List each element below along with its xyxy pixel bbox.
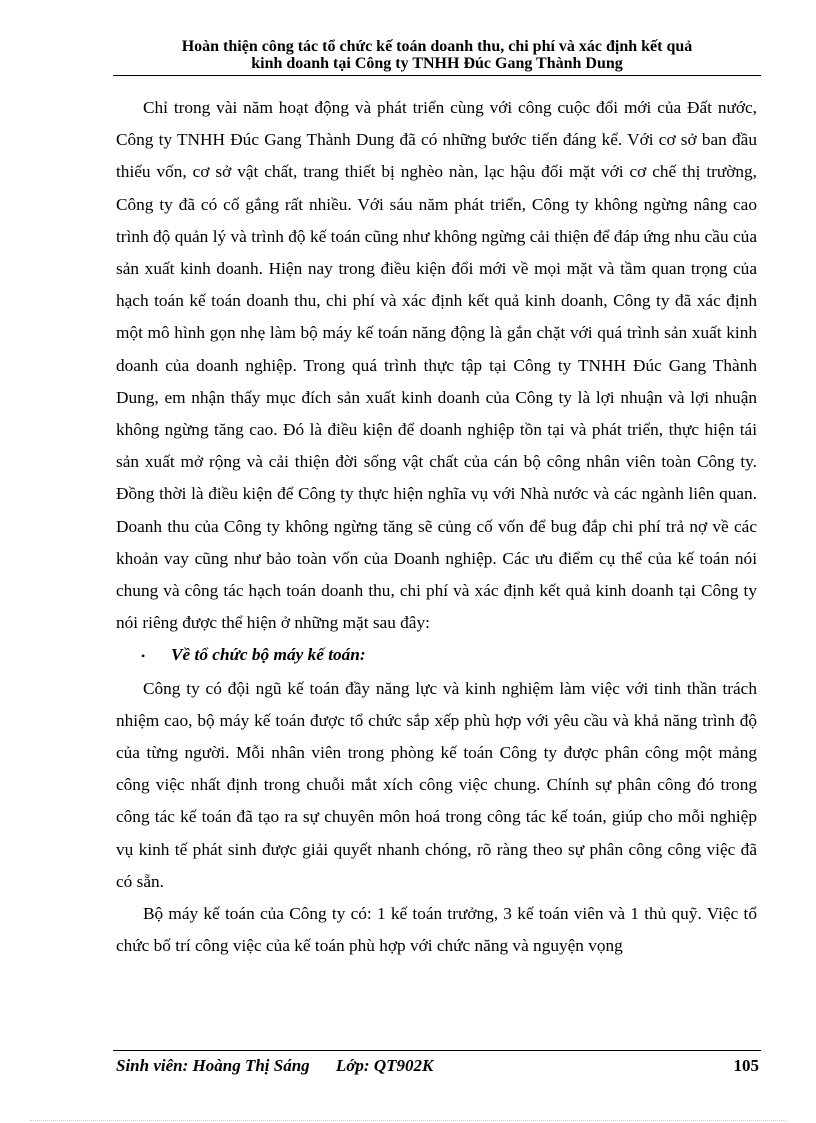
paragraph-1: Chỉ trong vài năm hoạt động và phát triển cùng với công cuộc đổi mới của Đất nước, Công ty TNHH Đúc Gang Thành Dung đã có những bước tiến đáng kể. Với cơ sở ban đầu thiếu vốn, cơ sở vật chất, trang thiết bị nghèo nàn, lạc hậu đối mặt với cơ chế thị trường, Công ty đã có cố gắng rất nhiều. Với sáu năm phát triển, Công ty không ngừng nâng cao trình độ quản lý và trình độ kế toán cũng như không ngừng cải thiện để đáp ứng nhu cầu của sản xuất kinh doanh. Hiện nay trong điều kiện đổi mới về mọi mặt và tầm quan trọng của hạch toán kế toán doanh thu, chi phí và xác định kết quả kinh doanh, Công ty đã xác định một mô hình gọn nhẹ làm bộ máy kế toán năng động là gắn chặt với quá trình sản xuất kinh doanh của doanh nghiệp. Trong quá trình thực tập tại Công ty TNHH Đúc Gang Thành Dung, em nhận thấy mục đích sản xuất kinh doanh của Công ty là lợi nhuận và lợi nhuận không ngừng tăng cao. Đó là điều kiện để doanh nghiệp tồn tại và phát triển, thực hiện tái sản xuất mở rộng và cải thiện đời sống vật chất của cán bộ công nhân viên toàn Công ty. Đồng thời là điều kiện để Công ty thực hiện nghĩa vụ với Nhà nước và các ngành liên quan. Doanh thu của Công ty không ngừng tăng sẽ củng cố vốn để bug đắp chi phí trả nợ về các khoản vay cũng như bảo toàn vốn của Doanh nghiệp. Các ưu điểm cụ thể của kế toán nói chung và công tác hạch toán doanh thu, chi phí và xác định kết quả kinh doanh tại Công ty nói riêng được thể hiện ở những mặt sau đây: [116, 98, 757, 633]
header-line-2: kinh doanh tại Công ty TNHH Đúc Gang Thành Dung [251, 55, 623, 72]
running-footer [116, 1056, 759, 1076]
header-rule [113, 75, 761, 76]
bullet-heading [116, 639, 757, 672]
footer-left [116, 1056, 455, 1076]
page-number: 105 [733, 1056, 759, 1075]
paragraph-2: Công ty có đội ngũ kế toán đầy năng lực và kinh nghiệm làm việc với tinh thần trách nhiệm cao, bộ máy kế toán được tổ chức sắp xếp phù hợp với yêu cầu và khả năng trình độ của từng người. Mỗi nhân viên trong phòng kế toán Công ty được phân công một mảng công việc nhất định trong chuỗi mắt xích công việc chung. Chính sự phân công đó trong công tác kế toán đã tạo ra sự chuyên môn hoá trong công tác kế toán, giúp cho mỗi nghiệp vụ kinh tế phát sinh được giải quyết nhanh chóng, rõ ràng theo sự phân công công việc đã có sẵn. [116, 678, 757, 891]
paragraph-3: Bộ máy kế toán của Công ty có: 1 kế toán trưởng, 3 kế toán viên và 1 thủ quỹ. Việc tổ chức bố trí công việc của kế toán phù hợp với chức năng và nguyện vọng [116, 904, 757, 956]
footer-class: Lớp: QT902K [335, 1056, 434, 1075]
header-line-1: Hoàn thiện công tác tổ chức kế toán doanh thu, chi phí và xác định kết quả [181, 38, 693, 55]
page-bottom-divider [30, 1120, 786, 1121]
body-text [116, 92, 757, 962]
running-header [113, 38, 761, 72]
bullet-icon: • [141, 649, 146, 664]
footer-student: Sinh viên: Hoàng Thị Sáng [116, 1056, 310, 1075]
footer-rule [113, 1050, 761, 1051]
section-heading: Về tổ chức bộ máy kế toán: [171, 645, 366, 665]
